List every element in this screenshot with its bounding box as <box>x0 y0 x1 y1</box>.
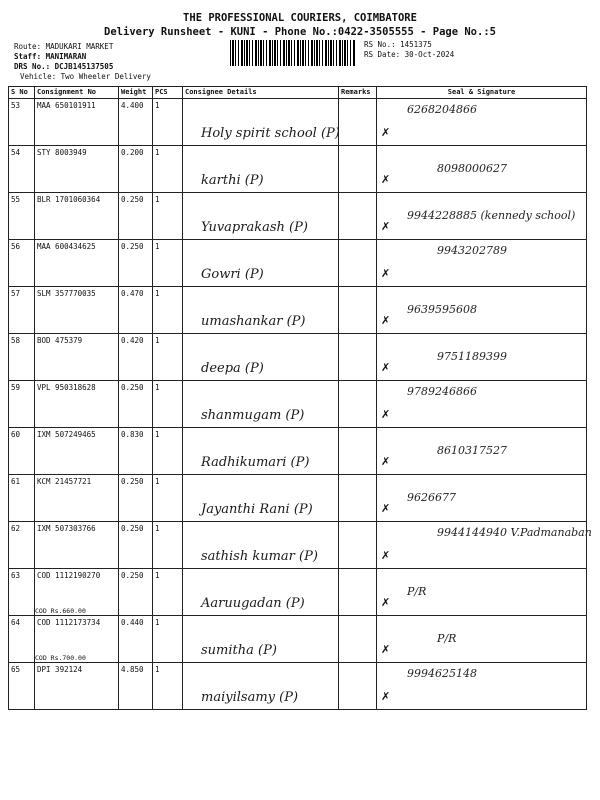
consignment-no: KCM 21457721 <box>37 477 92 486</box>
consignee-name: sathish kumar (P) <box>201 549 318 564</box>
tick-mark: ✗ <box>381 173 391 186</box>
tick-mark: ✗ <box>381 361 391 374</box>
consignment-no: SLM 357770035 <box>37 289 96 298</box>
consignment-cell <box>35 475 119 522</box>
drs-value: DCJB145137505 <box>54 62 114 71</box>
weight-cell: 4.850 <box>119 663 153 710</box>
signature-cell <box>377 428 587 475</box>
weight-cell: 0.250 <box>119 569 153 616</box>
consignment-cell <box>35 663 119 710</box>
sno-cell: 55 <box>9 193 35 240</box>
weight-cell: 4.400 <box>119 99 153 146</box>
table-row <box>9 428 587 475</box>
remarks-cell <box>339 287 377 334</box>
barcode <box>230 40 356 66</box>
consignment-cell <box>35 146 119 193</box>
rs-no-value: 1451375 <box>400 40 432 49</box>
consignment-no: MAA 600434625 <box>37 242 96 251</box>
consignee-cell <box>183 287 339 334</box>
sno-cell: 65 <box>9 663 35 710</box>
pcs-cell: 1 <box>153 287 183 334</box>
table-header-row <box>9 87 587 99</box>
rs-no-label: RS No.: <box>364 40 396 49</box>
remarks-cell <box>339 475 377 522</box>
consignee-cell <box>183 193 339 240</box>
vehicle-value: Two Wheeler Delivery <box>60 72 151 81</box>
sno-cell: 62 <box>9 522 35 569</box>
signature-cell <box>377 99 587 146</box>
signature-cell <box>377 616 587 663</box>
consignee-name: karthi (P) <box>201 173 264 188</box>
consignee-cell <box>183 569 339 616</box>
pcs-cell: 1 <box>153 522 183 569</box>
route-value: MADUKARI MARKET <box>45 42 114 51</box>
tick-mark: ✗ <box>381 549 391 562</box>
consignee-cell <box>183 240 339 287</box>
pcs-cell: 1 <box>153 381 183 428</box>
consignee-cell <box>183 428 339 475</box>
consignee-name: Jayanthi Rani (P) <box>201 502 313 517</box>
rs-date-value: 30-Oct-2024 <box>404 50 455 59</box>
consignee-cell <box>183 99 339 146</box>
consignment-no: DPI 392124 <box>37 665 83 674</box>
consignee-name: shanmugam (P) <box>201 408 305 423</box>
drs-label: DRS No.: <box>14 62 51 71</box>
signature-text: 9751189399 <box>437 350 507 363</box>
signature-cell <box>377 522 592 569</box>
table-row <box>9 475 587 522</box>
rs-date-label: RS Date: <box>364 50 401 59</box>
consignee-cell <box>183 146 339 193</box>
tick-mark: ✗ <box>381 596 391 609</box>
consignee-name: Gowri (P) <box>201 267 264 282</box>
sno-cell: 57 <box>9 287 35 334</box>
signature-text: 9994625148 <box>407 667 477 680</box>
remarks-cell <box>339 616 377 663</box>
sno-cell: 56 <box>9 240 35 287</box>
consignee-name: Holy spirit school (P) <box>201 126 340 141</box>
consignee-cell <box>183 381 339 428</box>
consignment-cell <box>35 428 119 475</box>
sno-cell: 54 <box>9 146 35 193</box>
signature-cell <box>377 569 587 616</box>
remarks-cell <box>339 334 377 381</box>
remarks-cell <box>339 522 377 569</box>
consignment-no: BOD 475379 <box>37 336 83 345</box>
consignment-no: IXM 507303766 <box>37 524 96 533</box>
tick-mark: ✗ <box>381 220 391 233</box>
consignment-cell <box>35 287 119 334</box>
signature-cell <box>377 475 587 522</box>
weight-cell: 0.250 <box>119 193 153 240</box>
tick-mark: ✗ <box>381 267 391 280</box>
signature-cell <box>377 240 587 287</box>
pcs-cell: 1 <box>153 569 183 616</box>
weight-cell: 0.250 <box>119 475 153 522</box>
table-row <box>9 240 587 287</box>
signature-cell <box>377 146 587 193</box>
table-row <box>9 334 587 381</box>
consignment-no: COD 1112190270 <box>37 571 101 580</box>
table-row <box>9 663 587 710</box>
consignment-cell <box>35 569 119 616</box>
signature-cell <box>377 663 587 710</box>
pcs-cell: 1 <box>153 663 183 710</box>
table-row <box>9 146 587 193</box>
col-remarks-header: Remarks <box>339 87 377 99</box>
tick-mark: ✗ <box>381 502 391 515</box>
consignment-cell <box>35 334 119 381</box>
table-row <box>9 287 587 334</box>
runsheet-subtitle: Delivery Runsheet - KUNI - Phone No.:0422-3505555 - Page No.:5 <box>104 26 496 38</box>
signature-cell <box>377 381 587 428</box>
col-pcs-header: PCS <box>153 87 183 99</box>
vehicle-label: Vehicle: <box>20 72 57 81</box>
remarks-cell <box>339 663 377 710</box>
weight-cell: 0.440 <box>119 616 153 663</box>
consignment-cell <box>35 522 119 569</box>
pcs-cell: 1 <box>153 146 183 193</box>
consignment-no: MAA 650101911 <box>37 101 96 110</box>
sno-cell: 64 <box>9 616 35 663</box>
weight-cell: 0.830 <box>119 428 153 475</box>
consignment-no: STY 8003949 <box>37 148 87 157</box>
remarks-cell <box>339 193 377 240</box>
tick-mark: ✗ <box>381 314 391 327</box>
pcs-cell: 1 <box>153 428 183 475</box>
remarks-cell <box>339 240 377 287</box>
staff-label: Staff: <box>14 52 42 61</box>
consignment-cell <box>35 240 119 287</box>
weight-cell: 0.250 <box>119 522 153 569</box>
rs-block <box>364 40 454 60</box>
table-row <box>9 569 587 616</box>
consignment-cell <box>35 616 119 663</box>
pcs-cell: 1 <box>153 334 183 381</box>
signature-text: 9944144940 V.Padmanaban <box>437 526 592 539</box>
remarks-cell <box>339 381 377 428</box>
runsheet-title: THE PROFESSIONAL COURIERS, COIMBATORE <box>183 12 417 24</box>
weight-cell: 0.250 <box>119 381 153 428</box>
pcs-cell: 1 <box>153 99 183 146</box>
consignee-name: umashankar (P) <box>201 314 306 329</box>
pcs-cell: 1 <box>153 475 183 522</box>
consignment-no: BLR 1701060364 <box>37 195 101 204</box>
tick-mark: ✗ <box>381 455 391 468</box>
staff-value: MANIMARAN <box>45 52 87 61</box>
consignment-no: VPL 950318628 <box>37 383 96 392</box>
weight-cell: 0.470 <box>119 287 153 334</box>
consignee-name: Aaruugadan (P) <box>201 596 305 611</box>
sno-cell: 63 <box>9 569 35 616</box>
col-consignment-header: Consignment No <box>35 87 119 99</box>
signature-text: 9639595608 <box>407 303 477 316</box>
consignment-cell <box>35 99 119 146</box>
table-row <box>9 522 587 569</box>
consignment-cell <box>35 193 119 240</box>
weight-cell: 0.250 <box>119 240 153 287</box>
signature-text: 9943202789 <box>437 244 507 257</box>
sno-cell: 60 <box>9 428 35 475</box>
runsheet-table <box>8 86 592 710</box>
table-row <box>9 193 587 240</box>
consignee-name: deepa (P) <box>201 361 264 376</box>
col-sno-header: S No <box>9 87 35 99</box>
consignment-cell <box>35 381 119 428</box>
sno-cell: 58 <box>9 334 35 381</box>
sno-cell: 61 <box>9 475 35 522</box>
remarks-cell <box>339 99 377 146</box>
col-weight-header: Weight <box>119 87 153 99</box>
sno-cell: 53 <box>9 99 35 146</box>
col-signature-header: Seal & Signature <box>377 87 587 99</box>
signature-text: 9789246866 <box>407 385 477 398</box>
consignee-cell <box>183 522 339 569</box>
tick-mark: ✗ <box>381 408 391 421</box>
consignee-cell <box>183 616 339 663</box>
signature-text: 8098000627 <box>437 162 507 175</box>
weight-cell: 0.420 <box>119 334 153 381</box>
signature-text: 6268204866 <box>407 103 477 116</box>
cod-amount: COD Rs.660.00 <box>35 607 86 615</box>
consignee-name: sumitha (P) <box>201 643 277 658</box>
remarks-cell <box>339 146 377 193</box>
route-label: Route: <box>14 42 42 51</box>
cod-amount: COD Rs.700.00 <box>35 654 86 662</box>
consignee-name: maiyilsamy (P) <box>201 690 299 705</box>
consignee-cell <box>183 475 339 522</box>
tick-mark: ✗ <box>381 643 391 656</box>
table-row <box>9 616 587 663</box>
signature-cell <box>377 193 587 240</box>
weight-cell: 0.200 <box>119 146 153 193</box>
tick-mark: ✗ <box>381 690 391 703</box>
pcs-cell: 1 <box>153 193 183 240</box>
sno-cell: 59 <box>9 381 35 428</box>
pcs-cell: 1 <box>153 616 183 663</box>
route-block <box>14 42 151 82</box>
signature-text: 9626677 <box>407 491 456 504</box>
table-row <box>9 99 587 146</box>
signature-text: P/R <box>407 585 427 598</box>
tick-mark: ✗ <box>381 126 391 139</box>
remarks-cell <box>339 428 377 475</box>
consignment-no: IXM 507249465 <box>37 430 96 439</box>
signature-cell <box>377 287 587 334</box>
signature-text: 9944228885 (kennedy school) <box>407 209 576 222</box>
consignee-name: Radhikumari (P) <box>201 455 310 470</box>
pcs-cell: 1 <box>153 240 183 287</box>
table-row <box>9 381 587 428</box>
signature-text: P/R <box>437 632 457 645</box>
consignee-cell <box>183 663 339 710</box>
consignee-name: Yuvaprakash (P) <box>201 220 308 235</box>
consignee-cell <box>183 334 339 381</box>
col-consignee-header: Consignee Details <box>183 87 339 99</box>
consignment-no: COD 1112173734 <box>37 618 101 627</box>
signature-cell <box>377 334 587 381</box>
signature-text: 8610317527 <box>437 444 507 457</box>
remarks-cell <box>339 569 377 616</box>
